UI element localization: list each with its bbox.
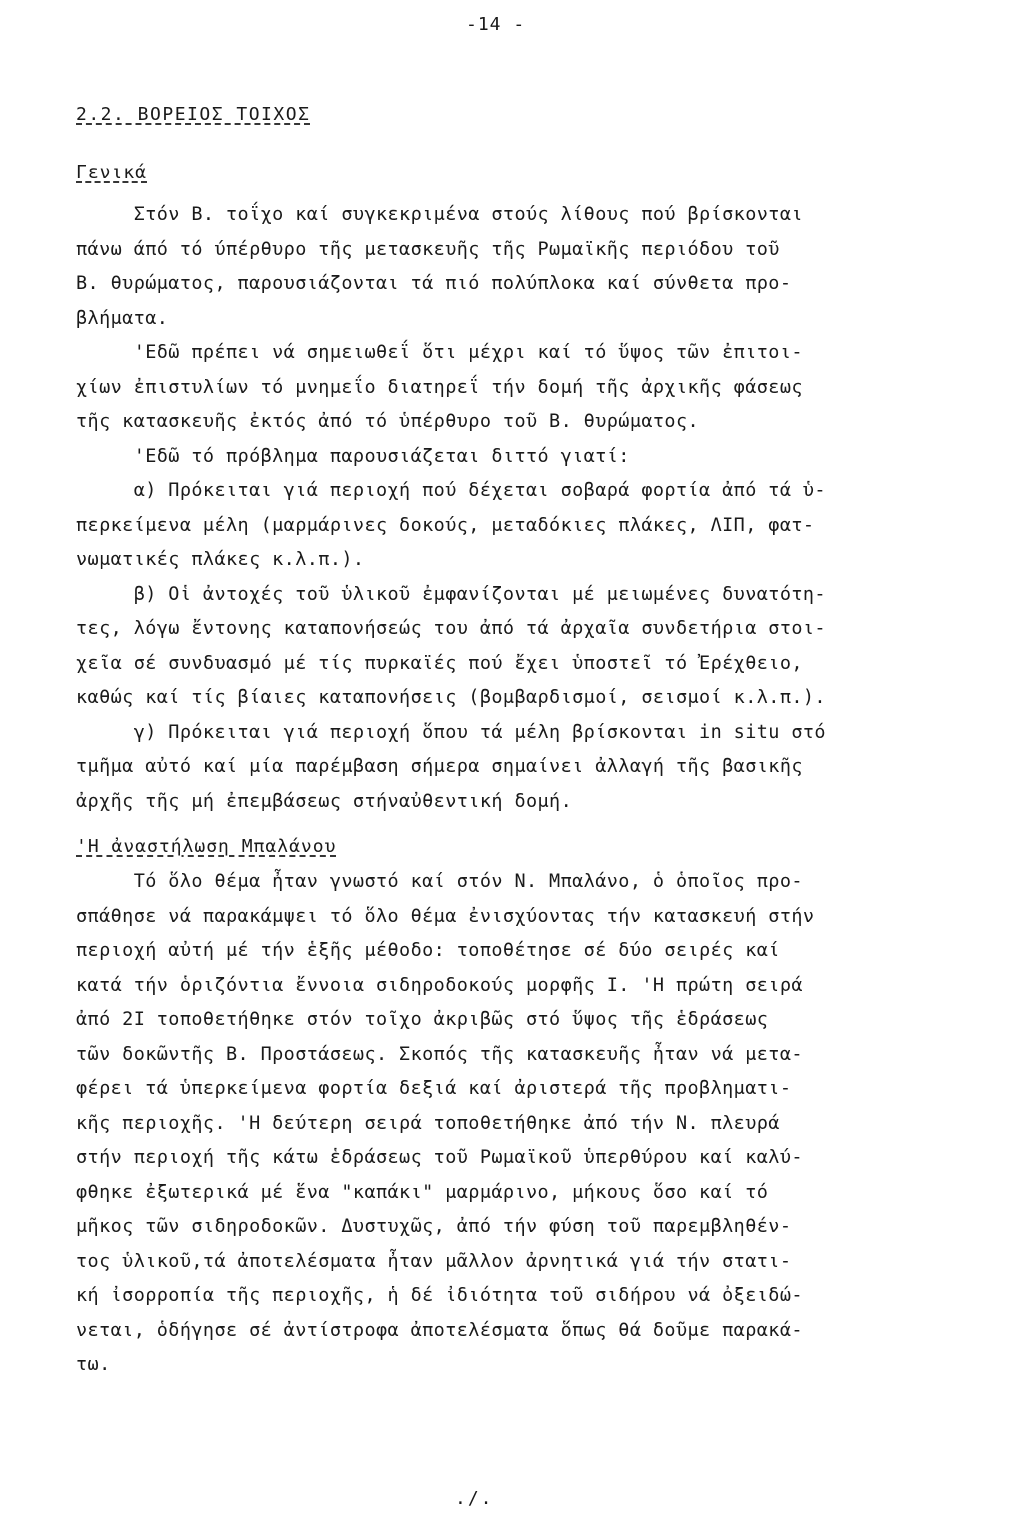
page-number: -14 -	[466, 14, 526, 35]
text-line: νεται, ὁδήγησε σέ ἀντίστροφα ἀποτελέσματα ὅπως θά δοῦμε παρακά-	[76, 1319, 803, 1341]
text-line: καθώς καί τίς βίαιες καταπονήσεις (βομβαρδισμοί, σεισμοί κ.λ.π.).	[76, 687, 826, 708]
text-line: 'Εδῶ τό πρόβλημα παρουσιάζεται διττό γιατί:	[76, 445, 630, 467]
text-line: γ) Πρόκειται γιά περιοχή ὅπου τά μέλη βρίσκονται in situ στό	[76, 721, 826, 743]
general-paragraphs	[76, 198, 936, 819]
text-line: στήν περιοχή τῆς κάτω ἑδράσεως τοῦ Ρωμαϊκοῦ ὑπερθύρου καί καλύ-	[76, 1147, 803, 1168]
text-line: Β. θυρώματος, παρουσιάζονται τά πιό πολύπλοκα καί σύνθετα προ-	[76, 273, 792, 294]
text-line: χίων ἐπιστυλίων τό μνημεΐο διατηρεΐ τήν δομή τῆς ἀρχικῆς φάσεως	[76, 376, 803, 398]
text-line: βλήματα.	[76, 307, 169, 329]
text-line: φθηκε ἐξωτερικά μέ ἕνα "καπάκι" μαρμάρινο, μήκους ὅσο καί τό	[76, 1181, 769, 1203]
text-line: ἀπό 2Ι τοποθετήθηκε στόν τοῖχο ἀκριβῶς στό ὕψος τῆς ἑδράσεως	[76, 1009, 769, 1030]
subheading-general: Γενικά	[76, 162, 148, 183]
subheading-restoration: 'Η ἀναστήλωση Μπαλάνου	[76, 836, 337, 857]
text-line: χεῖα σέ συνδυασμό μέ τίς πυρκαϊές πού ἔχει ὑποστεῖ τό Ἐρέχθειο,	[76, 652, 803, 674]
text-line: τω.	[76, 1354, 111, 1375]
text-line: περιοχή αὐτή μέ τήν ἑξῆς μέθοδο: τοποθέτησε σέ δύο σειρές καί	[76, 940, 780, 961]
text-line: κῆς περιοχῆς. 'Η δεύτερη σειρά τοποθετήθηκε ἀπό τήν Ν. πλευρά	[76, 1112, 780, 1134]
text-line: σπάθησε νά παρακάμψει τό ὅλο θέμα ἐνισχύοντας τήν κατασκευή στήν	[76, 905, 815, 927]
text-line: 'Εδῶ πρέπει νά σημειωθεΐ ὅτι μέχρι καί τό ὕψος τῶν ἐπιτοι-	[76, 342, 803, 363]
text-line: περκείμενα μέλη (μαρμάρινες δοκούς, μεταδόκιες πλάκες, ΛΙΠ, φατ-	[76, 514, 815, 536]
text-line: τμῆμα αὐτό καί μία παρέμβαση σήμερα σημαίνει ἀλλαγή τῆς βασικῆς	[76, 756, 803, 777]
text-line: κή ἰσορροπία τῆς περιοχῆς, ἡ δέ ἰδιότητα τοῦ σιδήρου νά ὀξειδώ-	[76, 1285, 803, 1306]
text-line: φέρει τά ὑπερκείμενα φορτία δεξιά καί ἀριστερά τῆς προβληματι-	[76, 1078, 792, 1099]
text-line: τῆς κατασκευῆς ἐκτός ἀπό τό ὑπέρθυρο τοῦ Β. θυρώματος.	[76, 411, 700, 432]
text-line: πάνω άπό τό ύπέρθυρο τῆς μετασκευῆς τῆς Ρωμαϊκῆς περιόδου τοῦ	[76, 238, 780, 260]
text-line: ἀρχῆς τῆς μή ἐπεμβάσεως στήναὐθεντική δομή.	[76, 790, 573, 812]
text-line: νωματικές πλάκες κ.λ.π.).	[76, 549, 365, 570]
text-line: α) Πρόκειται γιά περιοχή πού δέχεται σοβαρά φορτία ἀπό τά ὑ-	[76, 480, 826, 501]
section-heading: 2.2. ΒΟΡΕΙΟΣ ΤΟΙΧΟΣ	[76, 104, 311, 125]
text-line: κατά τήν ὁριζόντια ἔννοια σιδηροδοκούς μορφῆς Ι. 'Η πρώτη σειρά	[76, 974, 803, 996]
text-line: τος ὑλικοῦ,τά ἀποτελέσματα ἦταν μᾶλλον ἀρνητικά γιά τήν στατι-	[76, 1250, 792, 1272]
text-line: τῶν δοκῶντῆς Β. Προστάσεως. Σκοπός τῆς κατασκευῆς ἦταν νά μετα-	[76, 1043, 803, 1065]
text-line: Τό ὅλο θέμα ἦταν γνωστό καί στόν Ν. Μπαλάνο, ὁ ὁποῖος προ-	[76, 871, 803, 892]
text-line: μῆκος τῶν σιδηροδοκῶν. Δυστυχῶς, ἀπό τήν φύση τοῦ παρεμβληθέν-	[76, 1216, 792, 1237]
text-line: Στόν Β. τοΐχο καί συγκεκριμένα στούς λίθους πού βρίσκονται	[76, 204, 803, 225]
continuation-mark: ./.	[455, 1488, 494, 1509]
text-line: τες, λόγω ἔντονης καταπονήσεώς του ἀπό τά ἀρχαῖα συνδετήρια στοι-	[76, 618, 826, 639]
text-line: β) Οἱ ἀντοχές τοῦ ὑλικοῦ ἐμφανίζονται μέ μειωμένες δυνατότη-	[76, 583, 826, 605]
restoration-paragraphs	[76, 865, 936, 1383]
